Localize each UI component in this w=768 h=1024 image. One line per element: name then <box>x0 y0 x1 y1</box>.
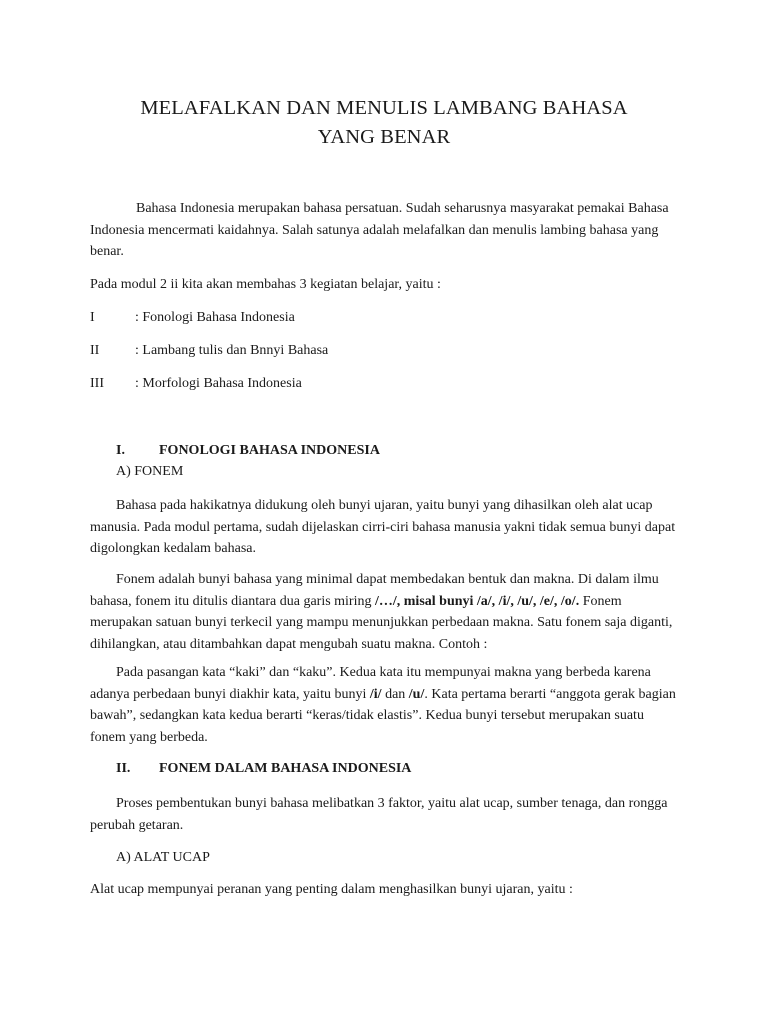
activity-row-3 <box>90 374 302 394</box>
subheading-fonem: A) FONEM <box>116 464 184 479</box>
section-2-number: II. <box>116 761 131 776</box>
activity-number: I <box>90 310 95 325</box>
intro-paragraph: Bahasa Indonesia merupakan bahasa persatuan. Sudah seharusnya masyarakat pemakai Bahasa Indonesia mencermati kaidahnya. Salah satunya adalah melafalkan dan menulis lambing bahasa yang benar. <box>90 201 669 259</box>
title-line-1: MELAFALKAN DAN MENULIS LAMBANG BAHASA <box>140 97 628 119</box>
section-1-number: I. <box>116 443 125 458</box>
fonem-p3-text-a: Pada pasangan kata “kaki” dan “kaku”. Kedua kata itu mempunyai makna yang berbeda karena adanya perbedaan bunyi diakhir kata, yaitu bunyi <box>90 665 651 702</box>
fonem-paragraph-2 <box>90 569 680 655</box>
fonem-p2-text-b: Fonem merupakan satuan bunyi terkecil yang mampu menunjukkan perbedaan makna. Satu fonem saja diganti, dihilangkan, atau ditambahkan dapat mengubah suatu makna. Contoh : <box>90 593 673 652</box>
section-2-title: FONEM DALAM BAHASA INDONESIA <box>159 761 412 776</box>
fonem-p2-text-a: Fonem adalah bunyi bahasa yang minimal dapat membedakan bentuk dan makna. Di dalam ilmu bahasa, fonem itu ditulis diantara dua garis miring <box>90 572 659 609</box>
subheading-alat-ucap: A) ALAT UCAP <box>116 850 210 865</box>
document-title <box>0 94 768 152</box>
section-2-heading <box>116 759 411 779</box>
activity-row-2 <box>90 341 328 361</box>
fonem-p3-mid: dan <box>381 686 409 702</box>
activity-text: : Fonologi Bahasa Indonesia <box>135 310 295 325</box>
section-2-paragraph: Proses pembentukan bunyi bahasa melibatkan 3 faktor, yaitu alat ucap, sumber tenaga, dan rongga perubah getaran. <box>90 796 668 833</box>
fonem-p3-bold-2: /u/ <box>408 686 425 702</box>
fonem-p3-text-b: . Kata pertama berarti “anggota gerak bagian bawah”, sedangkan kata kedua berarti “keras/tidak elastis”. Kedua bunyi tersebut merupakan suatu fonem yang berbeda. <box>90 686 676 745</box>
fonem-paragraph-1: Bahasa pada hakikatnya didukung oleh bunyi ujaran, yaitu bunyi yang dihasilkan oleh alat ucap manusia. Pada modul pertama, sudah dijelaskan cirri-ciri bahasa manusia yakni tidak semua bunyi dapat digolongkan kedalam bahasa. <box>90 498 676 556</box>
fonem-p2-bold: /…/, misal bunyi /a/, /i/, /u/, /e/, /o/. <box>374 593 580 609</box>
activity-text: : Morfologi Bahasa Indonesia <box>135 376 302 391</box>
fonem-p3-bold-1: /i/ <box>369 686 382 702</box>
alat-ucap-paragraph: Alat ucap mempunyai peranan yang penting dalam menghasilkan bunyi ujaran, yaitu : <box>90 882 573 897</box>
activity-number: II <box>90 343 100 358</box>
modul-intro-paragraph: Pada modul 2 ii kita akan membahas 3 kegiatan belajar, yaitu : <box>90 277 441 292</box>
fonem-paragraph-3 <box>90 662 680 748</box>
activity-text: : Lambang tulis dan Bnnyi Bahasa <box>135 343 329 358</box>
title-line-2: YANG BENAR <box>317 126 451 148</box>
activity-row-1 <box>90 308 295 328</box>
section-1-heading <box>116 441 380 461</box>
activity-number: III <box>90 376 104 391</box>
section-1-title: FONOLOGI BAHASA INDONESIA <box>159 443 380 458</box>
